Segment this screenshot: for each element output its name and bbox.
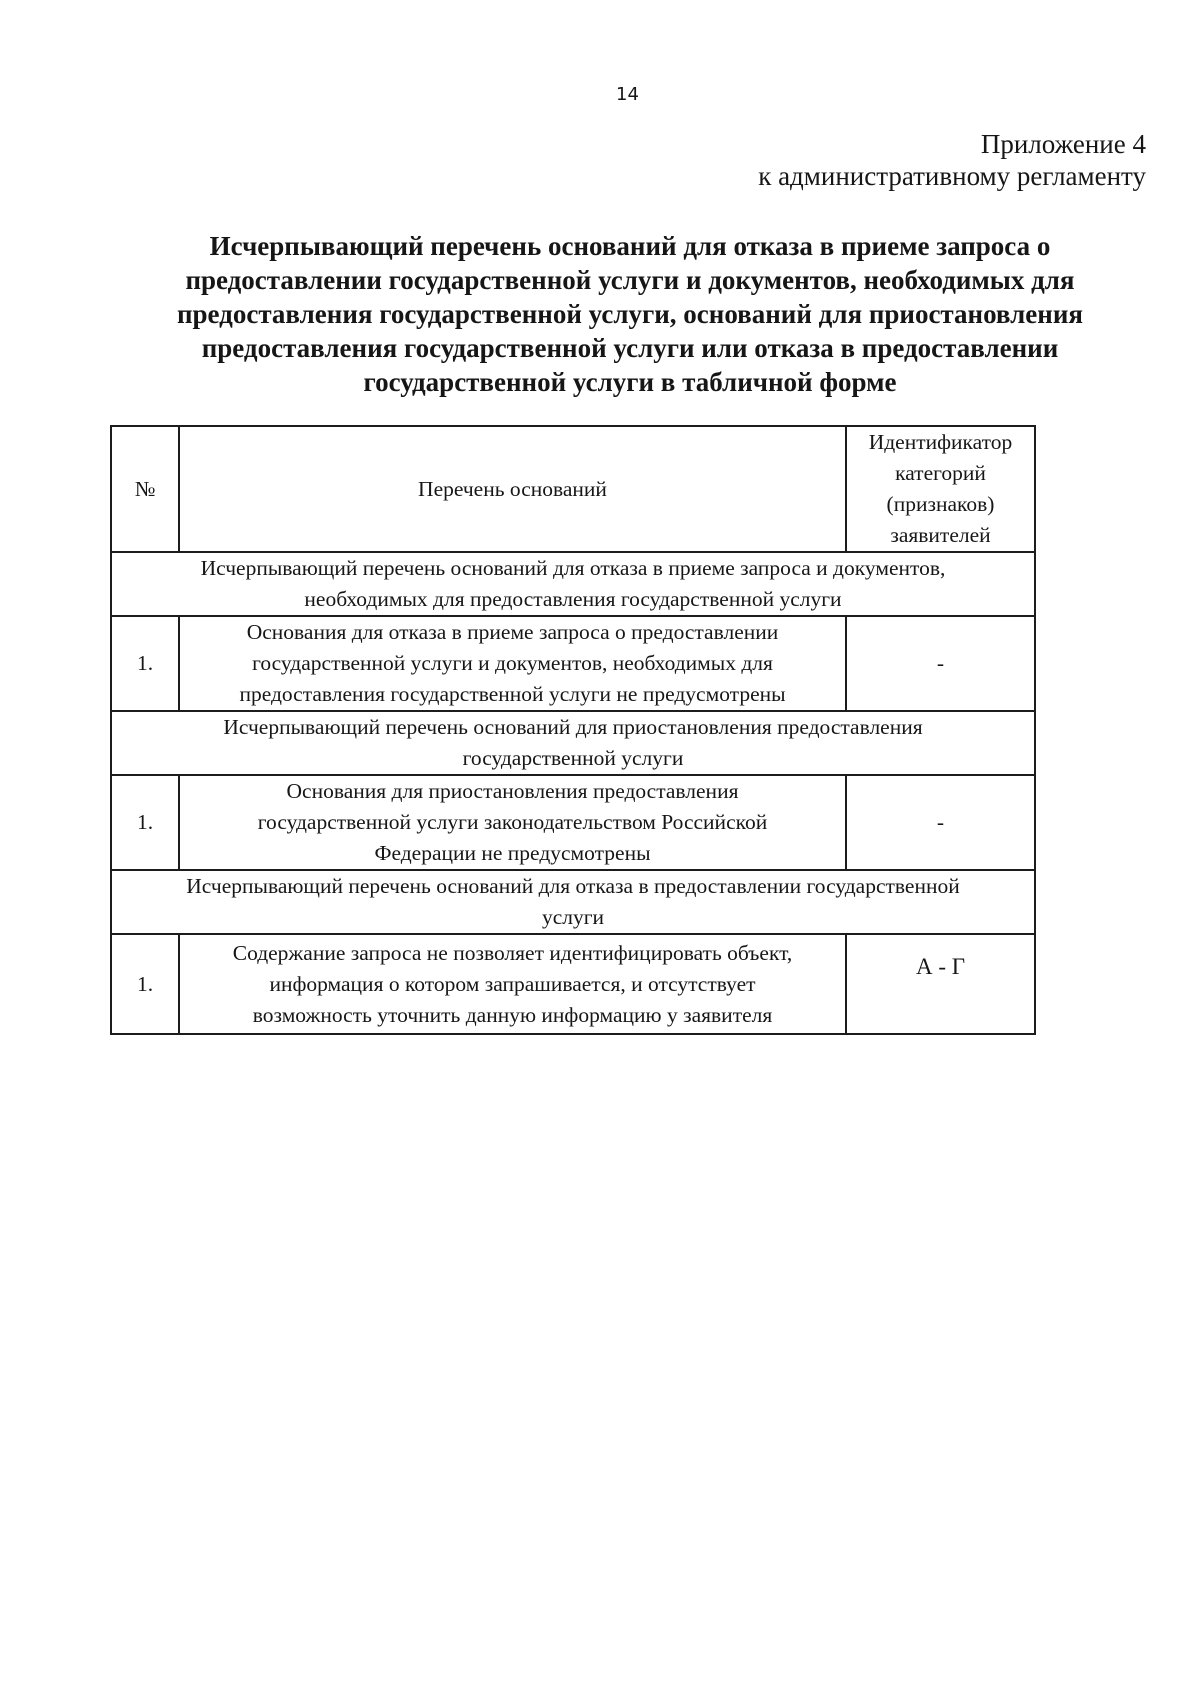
table-row bbox=[111, 616, 1035, 711]
header-identifier: Идентификатор категорий (признаков) заявителей bbox=[846, 426, 1035, 552]
row-number: 1. bbox=[111, 775, 179, 870]
section-heading-row bbox=[111, 552, 1035, 616]
row-number: 1. bbox=[111, 616, 179, 711]
applicant-identifier: - bbox=[846, 616, 1035, 711]
section-heading-suspension: Исчерпывающий перечень оснований для приостановления предоставления государственной услуги bbox=[111, 711, 1035, 775]
applicant-identifier: - bbox=[846, 775, 1035, 870]
table-row bbox=[111, 775, 1035, 870]
grounds-table bbox=[110, 425, 1036, 1035]
header-number: № bbox=[111, 426, 179, 552]
document-title: Исчерпывающий перечень оснований для отказа в приеме запроса о предоставлении государственной услуги и документов, необходимых для предоставления государственной услуги, оснований для приостановления предоставления государственной услуги или отказа в предоставлении государственной услуги в табличной форме bbox=[176, 231, 1083, 397]
appendix-number: Приложение 4 bbox=[980, 129, 1146, 159]
appendix-regulation: к административному регламенту bbox=[758, 161, 1146, 191]
table-row bbox=[111, 934, 1035, 1034]
applicant-identifier: А - Г bbox=[846, 934, 1035, 1034]
appendix-reference bbox=[758, 128, 1146, 192]
table-header-row bbox=[111, 426, 1035, 552]
ground-text: Содержание запроса не позволяет идентифицировать объект, информация о котором запрашивается, и отсутствует возможность уточнить данную информацию у заявителя bbox=[179, 934, 846, 1034]
section-heading-row bbox=[111, 711, 1035, 775]
ground-text: Основания для отказа в приеме запроса о предоставлении государственной услуги и документов, необходимых для предоставления государственной услуги не предусмотрены bbox=[179, 616, 846, 711]
section-heading-reception-refusal: Исчерпывающий перечень оснований для отказа в приеме запроса и документов, необходимых для предоставления государственной услуги bbox=[111, 552, 1035, 616]
section-heading-row bbox=[111, 870, 1035, 934]
row-number: 1. bbox=[111, 934, 179, 1034]
page-number: 14 bbox=[616, 84, 639, 105]
ground-text: Основания для приостановления предоставления государственной услуги законодательством Российской Федерации не предусмотрены bbox=[179, 775, 846, 870]
header-grounds: Перечень оснований bbox=[179, 426, 846, 552]
section-heading-service-refusal: Исчерпывающий перечень оснований для отказа в предоставлении государственной услуги bbox=[111, 870, 1035, 934]
